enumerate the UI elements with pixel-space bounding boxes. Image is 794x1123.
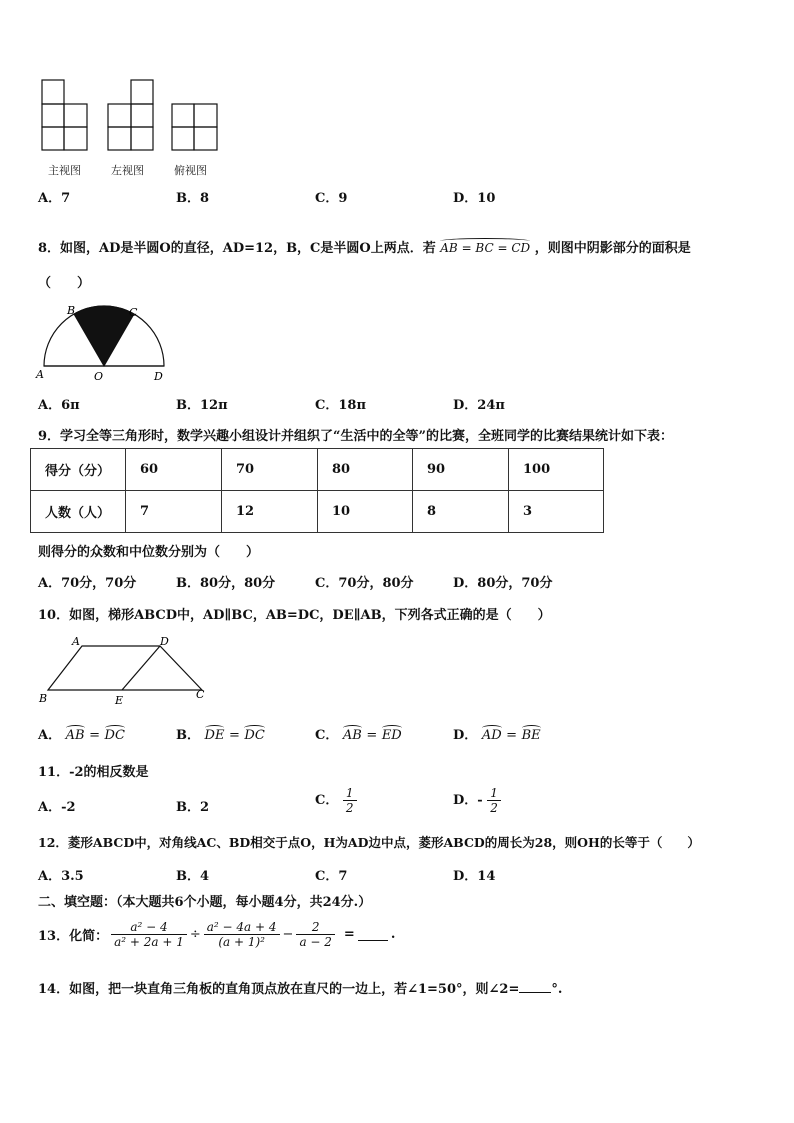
point-o-label: O	[94, 370, 104, 383]
q9-question: 9．学习全等三角形时，数学兴趣小组设计并组织了“生活中的全等”的比赛，全班同学的比赛结果统计如下表：	[38, 429, 674, 444]
q8-arc-expression: AB = BC = CD	[440, 241, 531, 255]
point-e-label: E	[115, 694, 124, 706]
point-a-label: A	[72, 635, 80, 648]
table-cell: 人数（人）	[31, 491, 126, 533]
numerator: 2	[296, 920, 334, 935]
arc-left: DE	[204, 728, 225, 743]
q11-option-b: B．2	[176, 800, 210, 815]
point-b-label: B	[39, 692, 48, 705]
q9-option-d: D．80分，70分	[453, 576, 553, 591]
q8-question	[38, 237, 691, 256]
point-b-label: B	[67, 304, 76, 317]
arc-left: AB	[65, 728, 85, 743]
q8-option-a: A．6π	[38, 398, 80, 413]
q8-text-before: 8．如图，AD是半圆O的直径，AD=12，B，C是半圆O上两点．若	[38, 241, 436, 256]
arc-right: BE	[521, 728, 541, 743]
numerator: a² − 4a + 4	[204, 920, 280, 935]
denominator: a − 2	[299, 935, 332, 949]
semicircle-figure	[34, 300, 174, 386]
answer-blank[interactable]	[358, 928, 388, 941]
q9-option-c: C．70分，80分	[315, 576, 414, 591]
point-a-label: A	[36, 368, 44, 381]
table-cell: 12	[222, 491, 318, 533]
q13-question	[38, 920, 395, 949]
q7-option-a: A．7	[38, 191, 71, 206]
denominator: (a + 1)²	[218, 935, 265, 949]
fraction-2	[204, 920, 280, 949]
table-row	[31, 449, 604, 491]
option-letter: D．	[453, 728, 478, 743]
front-view-caption: 主视图	[48, 164, 81, 177]
section-heading: 二、填空题：（本大题共6个小题，每小题4分，共24分.）	[38, 895, 372, 910]
option-letter: A．	[38, 728, 62, 743]
table-cell: 8	[413, 491, 509, 533]
point-d-label: D	[160, 635, 169, 648]
q12-option-d: D．14	[453, 869, 496, 884]
q14-text-before: 14．如图，把一块直角三角板的直角顶点放在直尺的一边上，若∠1=50°，则∠2=	[38, 982, 520, 997]
numerator: 1	[343, 786, 357, 801]
q8-text-after: ，则图中阴影部分的面积是	[534, 241, 691, 256]
q7-option-b: B．8	[176, 191, 210, 206]
point-d-label: D	[154, 370, 163, 383]
arc-right: ED	[381, 728, 402, 743]
q9-option-a: A．70分，70分	[38, 576, 137, 591]
q8-answer-paren: （ ）	[38, 276, 91, 291]
table-cell: 得分（分）	[31, 449, 126, 491]
table-cell: 80	[318, 449, 413, 491]
point-c-label: C	[196, 688, 205, 701]
equals-sign: =	[343, 927, 355, 942]
q12-option-a: A．3.5	[38, 869, 84, 884]
divide-sign: ÷	[189, 927, 201, 942]
q12-option-c: C．7	[315, 869, 348, 884]
minus-sign: −	[282, 927, 294, 942]
q10-option-b: B． DE = DC	[176, 728, 265, 743]
fraction-3	[296, 920, 334, 949]
q14-question	[38, 978, 562, 997]
answer-blank[interactable]	[519, 980, 551, 993]
option-letter: C．	[315, 793, 339, 808]
q11-option-a: A．-2	[38, 800, 76, 815]
q13-label: 13．化简：	[38, 929, 109, 944]
q12-option-b: B．4	[176, 869, 210, 884]
arc-right: DC	[104, 728, 125, 743]
arc-left: AB	[342, 728, 362, 743]
q11-option-c	[315, 786, 357, 815]
fraction-one-half	[343, 786, 357, 815]
q11-question: 11．-2的相反数是	[38, 765, 149, 780]
trapezoid-figure	[34, 632, 212, 706]
fraction-1	[111, 920, 187, 949]
denominator: a² + 2a + 1	[114, 935, 184, 949]
q8-option-c: C．18π	[315, 398, 366, 413]
arc-left: AD	[481, 728, 502, 743]
table-row	[31, 491, 604, 533]
q10-question: 10．如图，梯形ABCD中，AD∥BC，AB=DC，DE∥AB，下列各式正确的是（ ）	[38, 608, 551, 623]
table-cell: 90	[413, 449, 509, 491]
top-view-caption: 俯视图	[174, 164, 207, 177]
numerator: 1	[487, 786, 501, 801]
period: .	[390, 927, 396, 942]
table-cell: 60	[126, 449, 222, 491]
q9-followup: 则得分的众数和中位数分别为（ ）	[38, 545, 260, 560]
table-cell: 10	[318, 491, 413, 533]
table-cell: 100	[509, 449, 604, 491]
denominator: 2	[490, 801, 498, 815]
point-c-label: C	[129, 306, 138, 319]
table-cell: 70	[222, 449, 318, 491]
q8-option-b: B．12π	[176, 398, 228, 413]
q10-option-a: A． AB = DC	[38, 728, 125, 743]
denominator: 2	[345, 801, 354, 815]
q10-option-c: C． AB = ED	[315, 728, 402, 743]
q7-option-d: D．10	[453, 191, 496, 206]
q14-text-after: °.	[551, 982, 563, 997]
score-table	[30, 448, 604, 533]
q7-option-c: C．9	[315, 191, 348, 206]
q11-option-d	[453, 786, 501, 815]
q9-option-b: B．80分，80分	[176, 576, 276, 591]
fraction-one-half	[487, 786, 501, 815]
q10-option-d: D． AD = BE	[453, 728, 541, 743]
q12-question: 12．菱形ABCD中，对角线AC、BD相交于点O，H为AD边中点，菱形ABCD的周长为28，则OH的长等于（ ）	[38, 835, 700, 850]
option-letter: C．	[315, 728, 339, 743]
option-letter: B．	[176, 728, 200, 743]
left-view-caption: 左视图	[111, 164, 144, 177]
q8-option-d: D．24π	[453, 398, 505, 413]
option-letter: D．-	[453, 793, 483, 808]
arc-right: DC	[244, 728, 265, 743]
table-cell: 7	[126, 491, 222, 533]
numerator: a² − 4	[111, 920, 187, 935]
table-cell: 3	[509, 491, 604, 533]
